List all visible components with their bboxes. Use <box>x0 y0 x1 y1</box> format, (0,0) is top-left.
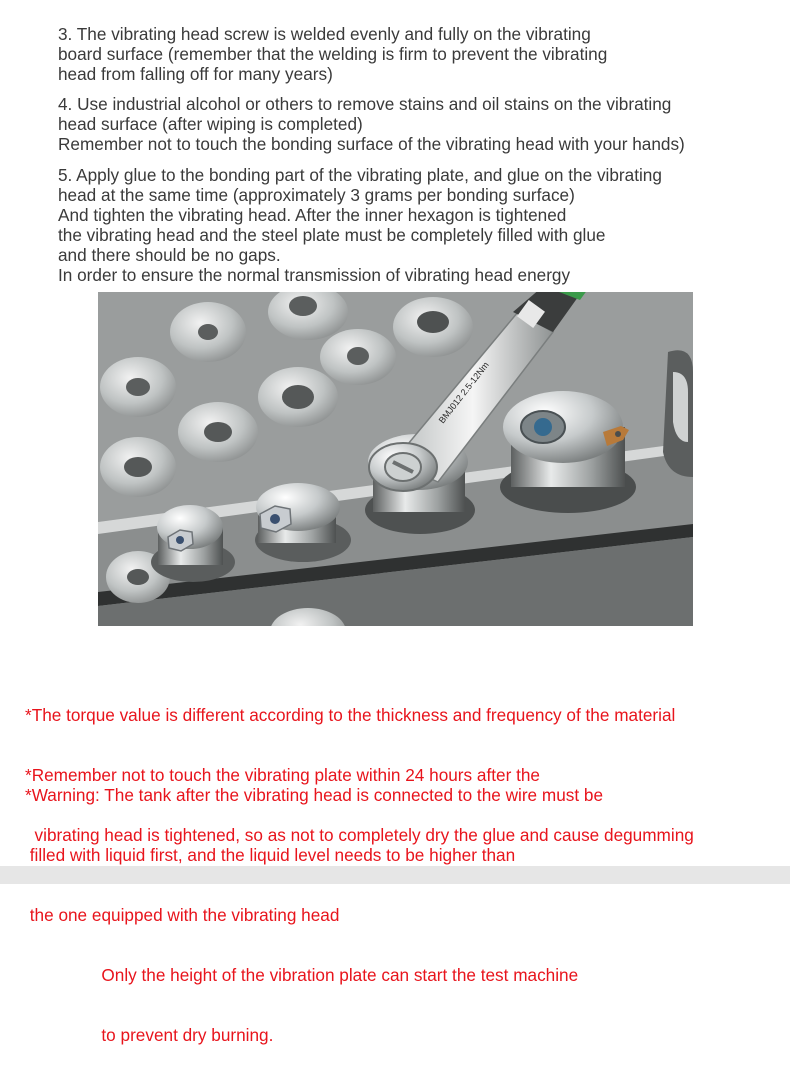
warning-line: Only the height of the vibration plate can start the test machine <box>25 965 579 985</box>
transducer-installation-photo <box>98 292 693 626</box>
step-5-line: 5. Apply glue to the bonding part of the vibrating plate, and glue on the vibrating <box>58 165 662 185</box>
step-5-line: In order to ensure the normal transmission of vibrating head energy <box>58 265 571 285</box>
step-4-line: 4. Use industrial alcohol or others to remove stains and oil stains on the vibrating <box>58 94 672 114</box>
note-line: *The torque value is different according to the thickness and frequency of the material <box>25 705 676 725</box>
step-5-line: head at the same time (approximately 3 grams per bonding surface) <box>58 185 575 205</box>
warning-line: filled with liquid first, and the liquid level needs to be higher than <box>25 845 516 865</box>
warning-line: to prevent dry burning. <box>25 1025 274 1045</box>
warning-line: *Warning: The tank after the vibrating head is connected to the wire must be <box>25 785 604 805</box>
warning-line: the one equipped with the vibrating head <box>25 905 340 925</box>
note-line: vibrating head is tightened, so as not to completely dry the glue and cause degumming <box>25 825 694 845</box>
wrench-label: BMJ012 2.5-12Nm <box>436 359 491 426</box>
step-5-text <box>58 165 662 285</box>
step-4-text <box>58 94 685 154</box>
step-5-line: the vibrating head and the steel plate must be completely filled with glue <box>58 225 606 245</box>
warning-notes <box>25 745 603 1065</box>
step-4-line: head surface (after wiping is completed) <box>58 114 363 134</box>
step-5-line: And tighten the vibrating head. After the inner hexagon is tightened <box>58 205 567 225</box>
step-3-line: board surface (remember that the welding is firm to prevent the vibrating <box>58 44 608 64</box>
step-3-line: head from falling off for many years) <box>58 64 333 84</box>
step-3-text <box>58 24 607 84</box>
note-line: *Remember not to touch the vibrating plate within 24 hours after the <box>25 765 540 785</box>
step-3-line: 3. The vibrating head screw is welded evenly and fully on the vibrating <box>58 24 591 44</box>
step-5-line: and there should be no gaps. <box>58 245 281 265</box>
footer-strip <box>0 866 790 884</box>
step-4-line: Remember not to touch the bonding surface of the vibrating head with your hands) <box>58 134 685 154</box>
